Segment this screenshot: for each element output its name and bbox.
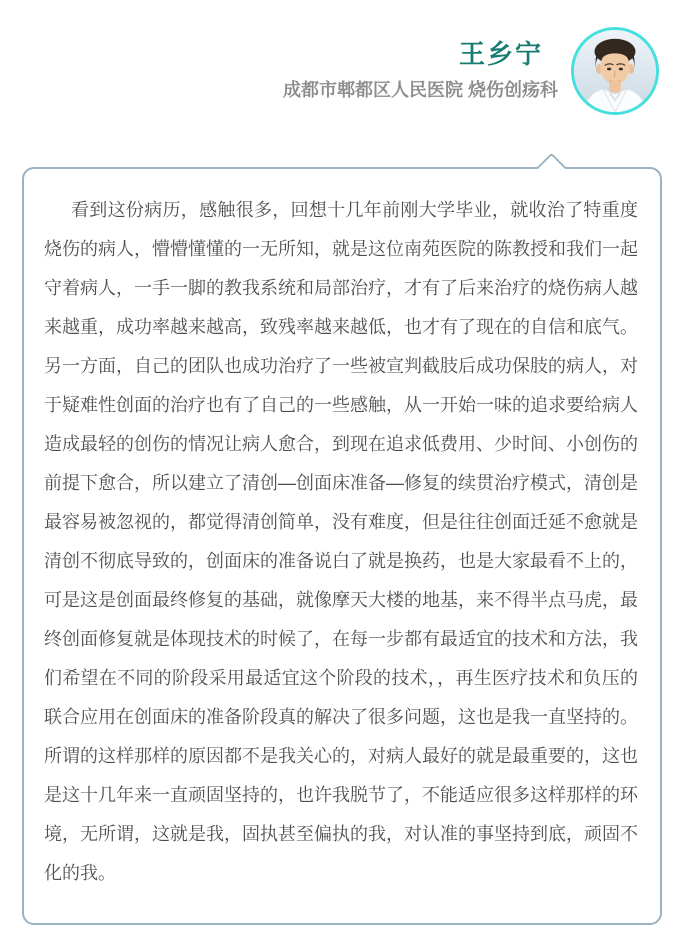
doctor-hospital-department: 成都市郫都区人民医院 烧伤创疡科: [283, 80, 558, 100]
doctor-portrait-image: [574, 30, 656, 112]
avatar[interactable]: [571, 27, 659, 115]
doctor-name: 王乡宁: [458, 39, 543, 69]
bubble-pointer-icon: [537, 153, 567, 183]
comment-bubble: [22, 167, 662, 925]
doctor-header: [0, 0, 676, 150]
comment-text: 看到这份病历，感触很多，回想十几年前刚大学毕业，就收治了特重度烧伤的病人，懵懵懂懂的一无所知，就是这位南苑医院的陈教授和我们一起守着病人，一手一脚的教我系统和局部治疗，才有了后来治疗的烧伤病人越来越重，成功率越来越高，致残率越来越低，也才有了现在的自信和底气。另一方面，自己的团队也成功治疗了一些被宣判截肢后成功保肢的病人，对于疑难性创面的治疗也有了自己的一些感触，从一开始一味的追求要给病人造成最轻的创伤的情况让病人愈合，到现在追求低费用、少时间、小创伤的前提下愈合，所以建立了清创—创面床准备—修复的续贯治疗模式，清创是最容易被忽视的，都觉得清创简单，没有难度，但是往往创面迁延不愈就是清创不彻底导致的，创面床的准备说白了就是换药，也是大家最看不上的，可是这是创面最终修复的基础，就像摩天大楼的地基，来不得半点马虎，最终创面修复就是体现技术的时候了，在每一步都有最适宜的技术和方法，我们希望在不同的阶段采用最适宜这个阶段的技术，，再生医疗技术和负压的联合应用在创面床的准备阶段真的解决了很多问题，这也是我一直坚持的。所谓的这样那样的原因都不是我关心的，对病人最好的就是最重要的，这也是这十几年来一直顽固坚持的，也许我脱节了，不能适应很多这样那样的环境，无所谓，这就是我，固执甚至偏执的我，对认准的事坚持到底，顽固不化的我。: [44, 200, 638, 883]
